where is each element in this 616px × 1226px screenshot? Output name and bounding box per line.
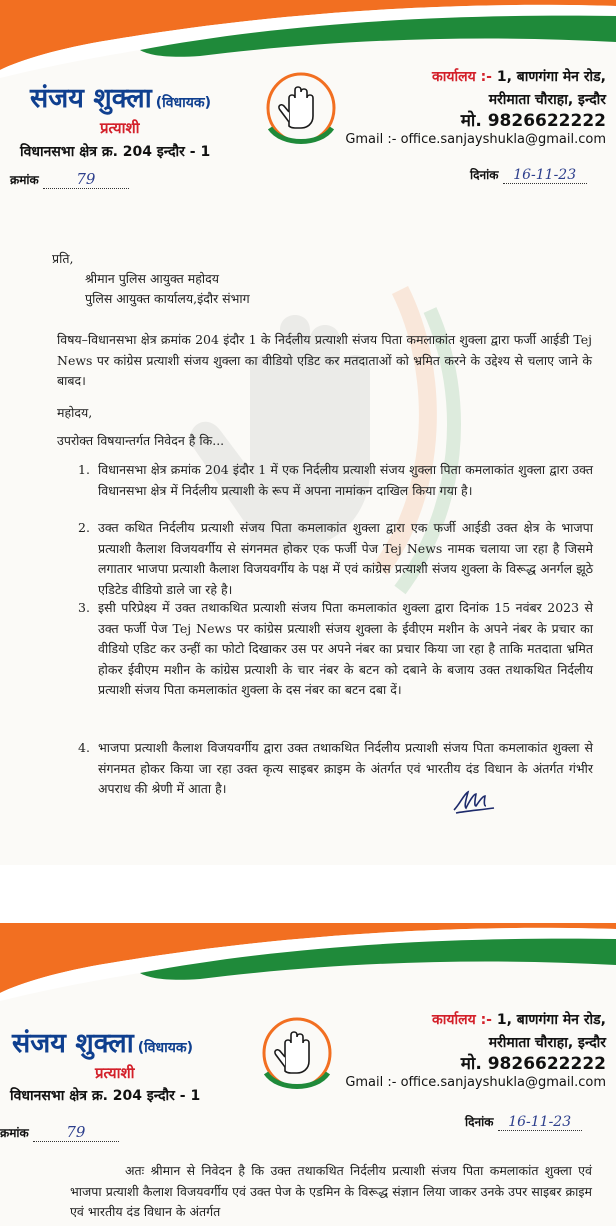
point-3-text: इसी परिप्रेक्ष्य में उक्त तथाकथित प्रत्याशी संजय पिता कमलाकांत शुक्ला द्वारा दिनांक 15 नवंबर 2023 से उक्त फर्जी पेज Tej News पर कांग्रेस प्रत्याशी संजय शुक्ला के ईवीएम मशीन के अपने नंबर के प्रचार का वीडियो एडिट कर उन्हीं का फोटो दिखाकर उस पर अपने नंबर का प्रचार किया जा रहा है ताकि मतदाता भ्रमित होकर ईवीएम मशीन के कांग्रेस प्रत्याशी के चार नंबर के बटन को दबाने के बजाय उक्त तथाकथित निर्दलीय प्रत्याशी संजय पिता कमलाकांत शुक्ला के दस नंबर का बटन दबा दें। (98, 600, 593, 697)
office-line-1: 1, बाणगंगा मेन रोड, (492, 1012, 606, 1028)
closing-paragraph: अतः श्रीमान से निवेदन है कि उक्त तथाकथित निर्दलीय प्रत्याशी संजय पिता कमलाकांत शुक्ला एवं भाजपा प्रत्याशी कैलाश विजयवर्गीय एवं उक्त पेज के एडमिन के विरूद्ध संज्ञान लिया जाकर उनके उपर साइबर क्राइम एवं भारतीय दंड विधान के अंतर्गत (70, 1163, 592, 1219)
office-line-1: 1, बाणगंगा मेन रोड, (492, 69, 606, 85)
constituency: विधानसभा क्षेत्र क्र. 204 इन्दौर - 1 (20, 144, 211, 160)
office-label: कार्यालय :- (431, 69, 492, 85)
point-2-text: उक्त कथित निर्दलीय प्रत्याशी संजय पिता कमलाकांत शुक्ला द्वारा एक फर्जी आईडी उक्त क्षेत्र के भाजपा प्रत्याशी कैलाश विजयवर्गीय से संगनमत होकर एक फर्जी पेज Tej News नामक चलाया जा रहा है जिसमे लगातार भाजपा प्रत्याशी कैलाश विजयवर्गीय के पक्ष में एवं कांग्रेस प्रत्याशी संजय शुक्ला के विरूद्ध अनर्गल झूठे एडिटेड वीडियो डाले जा रहे है। (98, 520, 593, 597)
email-address: Gmail :- office.sanjayshukla@gmail.com (345, 1075, 606, 1090)
mobile-number: मो. 9826622222 (460, 111, 606, 131)
email-address: Gmail :- office.sanjayshukla@gmail.com (345, 132, 606, 147)
point-1-number: 1. (78, 462, 90, 477)
to-label: प्रति, (52, 251, 74, 266)
letterhead-name: संजय शुक्ला (विधायक) (12, 1028, 194, 1059)
point-4-text: भाजपा प्रत्याशी कैलाश विजयवर्गीय द्वारा उक्त तथाकथित निर्दलीय प्रत्याशी संजय पिता कमलाकांत शुक्ला से संगनमत होकर किया जा रहा उक्त कृत्य साइबर क्राइम के अंतर्गत एवं भारतीय दंड विधान के अंतर्गत गंभीर अपराध की श्रेणी में आता है। (98, 740, 593, 796)
page-gap (0, 865, 616, 923)
mobile-number: मो. 9826622222 (460, 1054, 606, 1074)
subject: विषय–विधानसभा क्षेत्र क्रमांक 204 इंदौर 1 के निर्दलीय प्रत्याशी संजय पिता कमलाकांत शुक्ला द्वारा फर्जी आईडी Tej News पर कांग्रेस प्रत्याशी संजय शुक्ला का वीडियो एडिट कर मतदाताओं को भ्रमित करने के उद्देश्य से चलाए जाने के बाबद। (57, 332, 592, 388)
point-3-number: 3. (78, 600, 90, 615)
designation: (विधायक) (155, 95, 212, 111)
signature-mark (450, 786, 500, 816)
constituency: विधानसभा क्षेत्र क्र. 204 इन्दौर - 1 (10, 1088, 201, 1104)
tricolor-header-band (0, 923, 616, 1003)
congress-hand-logo-icon (262, 68, 340, 154)
date-value: 16-11-23 (503, 167, 587, 184)
reference-number: क्रमांक 79 (0, 1123, 119, 1142)
letter-date: दिनांक 16-11-23 (465, 1113, 582, 1131)
reference-number: क्रमांक 79 (10, 170, 129, 189)
designation: (विधायक) (137, 1040, 194, 1056)
salutation: महोदय, (57, 405, 93, 420)
office-line-2: मरीमाता चौराहा, इन्दौर (488, 1035, 606, 1051)
candidate-label: प्रत्याशी (100, 119, 140, 137)
letter-date: दिनांक 16-11-23 (470, 166, 587, 184)
office-line-2: मरीमाता चौराहा, इन्दौर (488, 92, 606, 108)
recipient-line-2: पुलिस आयुक्त कार्यालय,इंदौर संभाग (85, 291, 250, 306)
office-label: कार्यालय :- (431, 1012, 492, 1028)
office-address (432, 66, 606, 112)
recipient-line-1: श्रीमान पुलिस आयुक्त महोदय (85, 271, 220, 286)
date-value: 16-11-23 (498, 1114, 582, 1131)
office-address (432, 1009, 606, 1055)
letterhead-name: संजय शुक्ला (विधायक) (30, 83, 212, 114)
point-2-number: 2. (78, 520, 90, 535)
candidate-label: प्रत्याशी (95, 1064, 135, 1082)
point-4-number: 4. (78, 740, 90, 755)
point-1-text: विधानसभा क्षेत्र क्रमांक 204 इंदौर 1 में एक निर्दलीय प्रत्याशी संजय शुक्ला पिता कमलाकांत शुक्ला द्वारा उक्त विधानसभा क्षेत्र में निर्दलीय प्रत्याशी के रूप में अपना नामांकन दाखिल किया गया है। (98, 462, 593, 498)
letter-page-2 (0, 923, 616, 1226)
reference-value: 79 (43, 170, 129, 189)
intro-line: उपरोक्त विषयान्तर्गत निवेदन है कि... (57, 433, 225, 448)
reference-value: 79 (33, 1123, 119, 1142)
congress-hand-logo-icon (258, 1013, 336, 1099)
